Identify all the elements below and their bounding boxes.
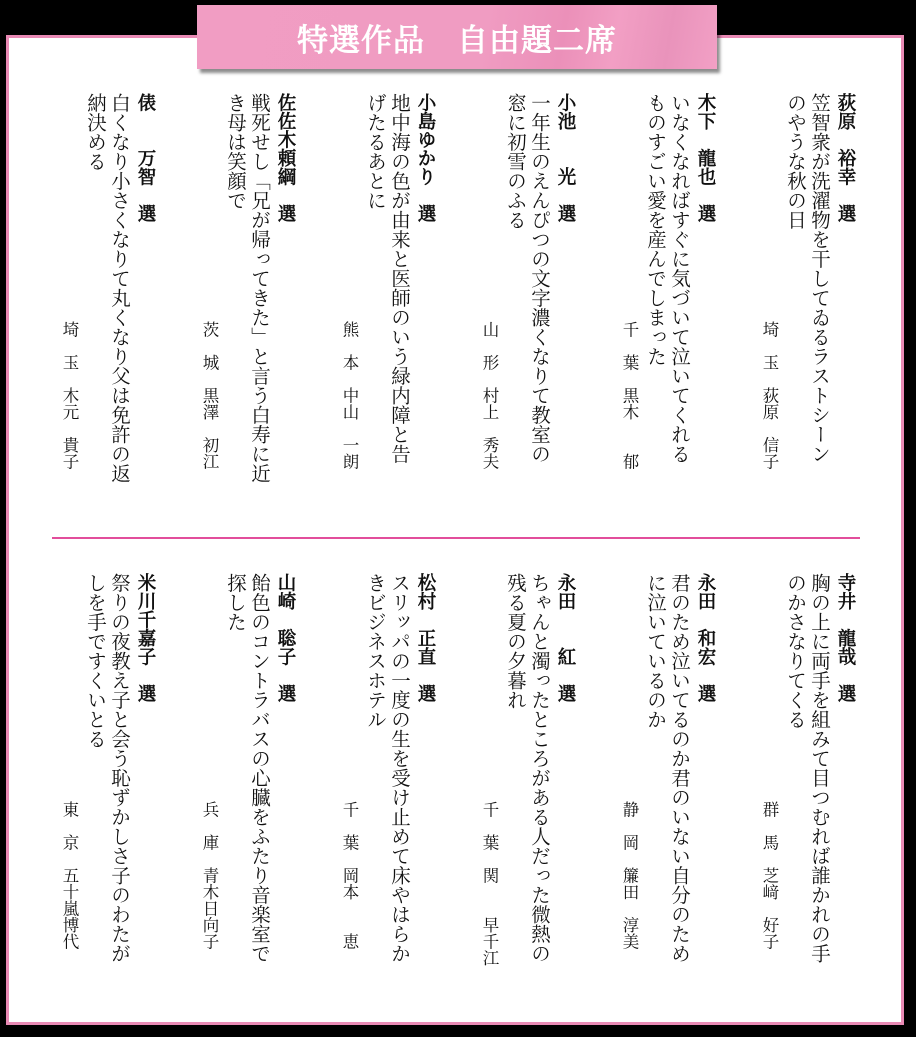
author-credit: 埼 玉 荻原 信子 bbox=[760, 321, 779, 470]
entry-2-3 bbox=[480, 573, 576, 1013]
poem-line-2: き母は笑顔で bbox=[224, 93, 247, 210]
entry-1-3 bbox=[480, 93, 576, 533]
author-credit: 茨 城 黒澤 初江 bbox=[200, 321, 219, 470]
page-title: 特選作品 自由題二席 bbox=[297, 22, 617, 59]
author-credit: 静 岡 簾田 淳美 bbox=[620, 801, 639, 950]
author-credit: 東 京 五十嵐博代 bbox=[60, 801, 79, 950]
poem-line-1: スリッパの一度の生を受け止めて床やはらか bbox=[388, 573, 411, 963]
poem-line-1: 君のため泣いてるのか君のいない自分のため bbox=[668, 573, 691, 963]
selector-name: 荻原 裕幸 選 bbox=[835, 93, 856, 223]
author-credit: 埼 玉 木元 貴子 bbox=[60, 321, 79, 470]
entry-2-6 bbox=[60, 573, 156, 1013]
entry-2-1 bbox=[760, 573, 856, 1013]
poem-line-1: 祭りの夜教え子と会う恥ずかしさ子のわたが bbox=[108, 573, 131, 963]
entry-2-5 bbox=[200, 573, 296, 1013]
author-credit: 群 馬 芝﨑 好子 bbox=[760, 801, 779, 950]
selector-name: 永田 紅 選 bbox=[555, 573, 576, 703]
selector-name: 山崎 聡子 選 bbox=[275, 573, 296, 703]
author-credit: 山 形 村上 秀夫 bbox=[480, 321, 499, 470]
selector-name: 寺井 龍哉 選 bbox=[835, 573, 856, 703]
entry-1-5 bbox=[200, 93, 296, 533]
poem-line-1: 胸の上に両手を組みて目つむれば誰かれの手 bbox=[808, 573, 831, 963]
poem-line-1: 白くなり小さくなりて丸くなり父は免許の返 bbox=[108, 93, 131, 483]
selector-name: 小池 光 選 bbox=[555, 93, 576, 223]
author-credit: 千 葉 黒木 郁 bbox=[620, 321, 639, 470]
selector-name: 俵 万智 選 bbox=[135, 93, 156, 223]
entry-1-1 bbox=[760, 93, 856, 533]
poem-line-1: 一年生のえんぴつの文字濃くなりて教室の bbox=[528, 93, 551, 464]
selector-name: 永田 和宏 選 bbox=[695, 573, 716, 703]
poem-line-1: 笠智衆が洗濯物を干してゐるラストシーン bbox=[808, 93, 831, 464]
selector-name: 小島ゆかり 選 bbox=[415, 93, 436, 223]
entry-2-4 bbox=[340, 573, 436, 1013]
author-credit: 熊 本 中山 一朗 bbox=[340, 321, 359, 470]
author-credit: 千 葉 関 早千江 bbox=[480, 801, 499, 966]
entry-1-6 bbox=[60, 93, 156, 533]
poem-line-2: 窓に初雪のふる bbox=[504, 93, 527, 230]
poem-line-2: のやうな秋の日 bbox=[784, 93, 807, 230]
poem-line-2: 納決める bbox=[84, 93, 107, 171]
selector-name: 木下 龍也 選 bbox=[695, 93, 716, 223]
poem-line-1: 飴色のコントラバスの心臓をふたり音楽室で bbox=[248, 573, 271, 963]
poem-line-2: のかさなりてくる bbox=[784, 573, 807, 729]
poem-line-2: 残る夏の夕暮れ bbox=[504, 573, 527, 710]
poem-line-1: ちゃんと濁ったところがある人だった微熱の bbox=[528, 573, 551, 963]
entry-2-2 bbox=[620, 573, 716, 1013]
poem-line-2: に泣いているのか bbox=[644, 573, 667, 729]
poem-line-2: しを手ですくいとる bbox=[84, 573, 107, 749]
poem-line-1: 戦死せし「兄が帰ってきた」と言う白寿に近 bbox=[248, 93, 271, 483]
author-credit: 兵 庫 青木日向子 bbox=[200, 801, 219, 950]
selector-name: 松村 正直 選 bbox=[415, 573, 436, 703]
poem-line-2: げたるあとに bbox=[364, 93, 387, 210]
selector-name: 佐佐木頼綱 選 bbox=[275, 93, 296, 223]
row-divider bbox=[52, 537, 860, 539]
entry-1-4 bbox=[340, 93, 436, 533]
selector-name: 米川千嘉子 選 bbox=[135, 573, 156, 703]
poem-line-1: 地中海の色が由来と医師のいう緑内障と告 bbox=[388, 93, 411, 464]
poem-line-2: ものすごい愛を産んでしまった bbox=[644, 93, 667, 366]
entry-1-2 bbox=[620, 93, 716, 533]
poem-line-2: 探した bbox=[224, 573, 247, 632]
author-credit: 千 葉 岡本 恵 bbox=[340, 801, 359, 950]
title-banner bbox=[197, 5, 717, 69]
poem-line-1: いなくなればすぐに気づいて泣いてくれる bbox=[668, 93, 691, 464]
poem-line-2: きビジネスホテル bbox=[364, 573, 387, 729]
